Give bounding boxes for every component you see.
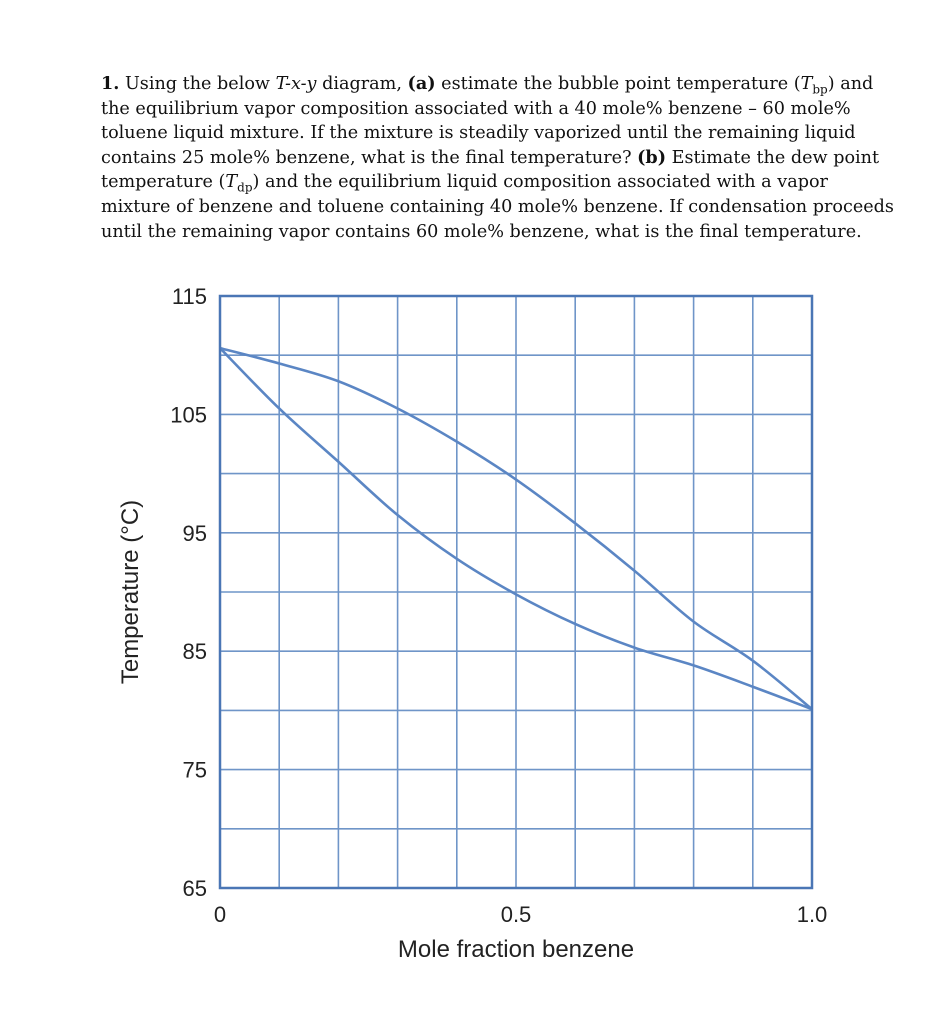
y-axis-label: Temperature (°C)	[117, 499, 144, 685]
diagram-name: T-x-y	[275, 74, 317, 94]
part-a-label: (a)	[407, 73, 436, 94]
question-segment: Using the below	[119, 74, 276, 94]
question-segment: diagram,	[316, 74, 408, 94]
part-b-label: (b)	[637, 146, 667, 168]
x-tick-label: 0.5	[500, 902, 532, 927]
t-bp-symbol: T	[800, 74, 813, 94]
question-segment: ) and the equilibrium vapor composition associated with a 40 mole% benzene – 60 mole% toluene liquid mixture. If the mixture is steadily vaporized until the remaining liquid contains 25 mole% benzene, what is the final temperature?	[101, 74, 874, 168]
y-tick-labels	[170, 284, 207, 901]
y-tick-label: 105	[170, 402, 207, 428]
question-number: 1.	[101, 73, 120, 94]
x-tick-labels	[214, 902, 827, 927]
y-tick-label: 65	[182, 876, 207, 901]
y-tick-label: 115	[171, 284, 207, 309]
x-tick-label: 0	[213, 902, 227, 927]
t-bp-subscript: bp	[812, 82, 828, 97]
question-segment: estimate the bubble point temperature (	[435, 74, 801, 94]
y-tick-label: 85	[182, 639, 207, 665]
y-tick-label: 95	[182, 520, 207, 546]
t-dp-symbol: T	[225, 172, 238, 193]
t-dp-subscript: dp	[237, 180, 253, 195]
grid	[220, 296, 812, 888]
x-tick-label: 1.0	[796, 902, 828, 927]
question-segment: ) and the equilibrium liquid composition associated with a vapor mixture of benzene and toluene containing 40 mole% benzene. If condensation proceeds until the remaining vapor contains 60 mole% benzene, what is the final temperature.	[101, 172, 894, 242]
question-segment: Estimate the dew point temperature (	[101, 147, 880, 193]
x-axis-label: Mole fraction benzene	[397, 936, 635, 963]
y-tick-label: 75	[182, 757, 207, 783]
